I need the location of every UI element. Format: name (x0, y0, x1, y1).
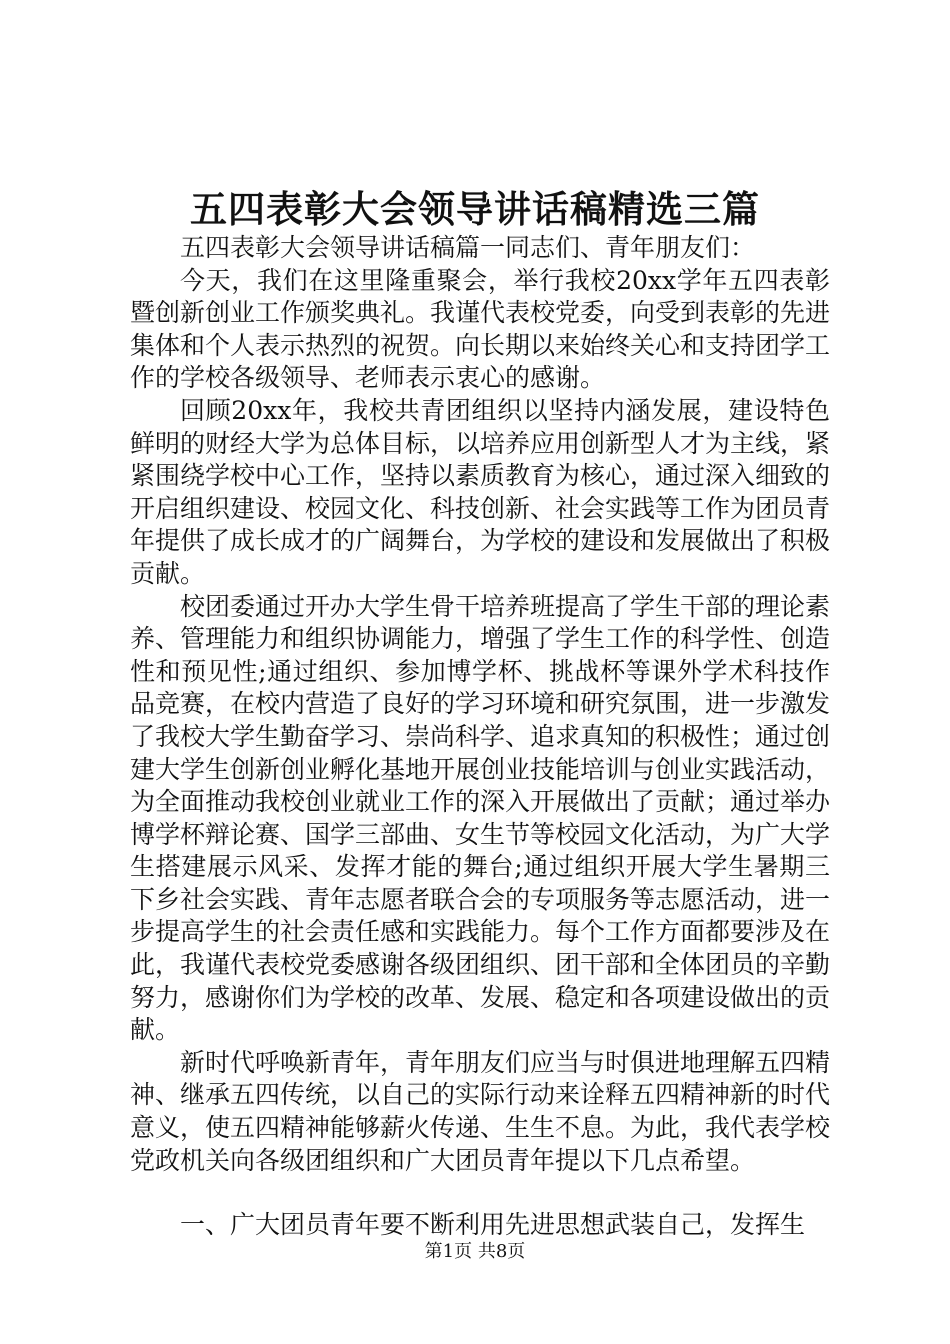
paragraph-review: 回顾20xx年，我校共青团组织以坚持内涵发展，建设特色鲜明的财经大学为总体目标，以培养应用创新型人才为主线，紧紧围绕学校中心工作，坚持以素质教育为核心，通过深入细致的开启组织建设、校园文化、科技创新、社会实践等工作为团员青年提供了成长成才的广阔舞台，为学校的建设和发展做出了积极贡献。 (130, 395, 831, 588)
document-body (130, 232, 830, 1242)
paragraph-league-work: 校团委通过开办大学生骨干培养班提高了学生干部的理论素养、管理能力和组织协调能力，增强了学生工作的科学性、创造性和预见性;通过组织、参加博学杯、挑战杯等课外学术科技作品竞赛，在校内营造了良好的学习环境和研究氛围，进一步激发了我校大学生勤奋学习、崇尚科学、追求真知的积极性；通过创建大学生创新创业孵化基地开展创业技能培训与创业实践活动，为全面推动我校创业就业工作的深入开展做出了贡献；通过举办博学杯辩论赛、国学三部曲、女生节等校园文化活动，为广大学生搭建展示风采、发挥才能的舞台;通过组织开展大学生暑期三下乡社会实践、青年志愿者联合会的专项服务等志愿活动，进一步提高学生的社会责任感和实践能力。每个工作方面都要涉及在此，我谨代表校党委感谢各级团组织、团干部和全体团员的辛勤努力，感谢你们为学校的改革、发展、稳定和各项建设做出的贡献。 (130, 591, 831, 1045)
page-number: 第1页 共8页 (424, 1241, 526, 1262)
paragraph-point-one: 一、广大团员青年要不断利用先进思想武装自己，发挥生 (180, 1210, 806, 1240)
paragraph-greeting: 五四表彰大会领导讲话稿篇一同志们、青年朋友们： (180, 233, 756, 262)
paragraph-new-era: 新时代呼唤新青年，青年朋友们应当与时俱进地理解五四精神、继承五四传统，以自己的实际行动来诠释五四精神新的时代意义，使五四精神能够薪火传递、生生不息。为此，我代表学校党政机关向各级团组织和广大团员青年提以下几点希望。 (130, 1047, 831, 1175)
document-title: 五四表彰大会领导讲话稿精选三篇 (190, 187, 760, 231)
paragraph-opening: 今天，我们在这里隆重聚会，举行我校20xx学年五四表彰暨创新创业工作颁奖典礼。我谨代表校党委，向受到表彰的先进集体和个人表示热烈的祝贺。向长期以来始终关心和支持团学工作的学校各级领导、老师表示衷心的感谢。 (130, 265, 831, 393)
